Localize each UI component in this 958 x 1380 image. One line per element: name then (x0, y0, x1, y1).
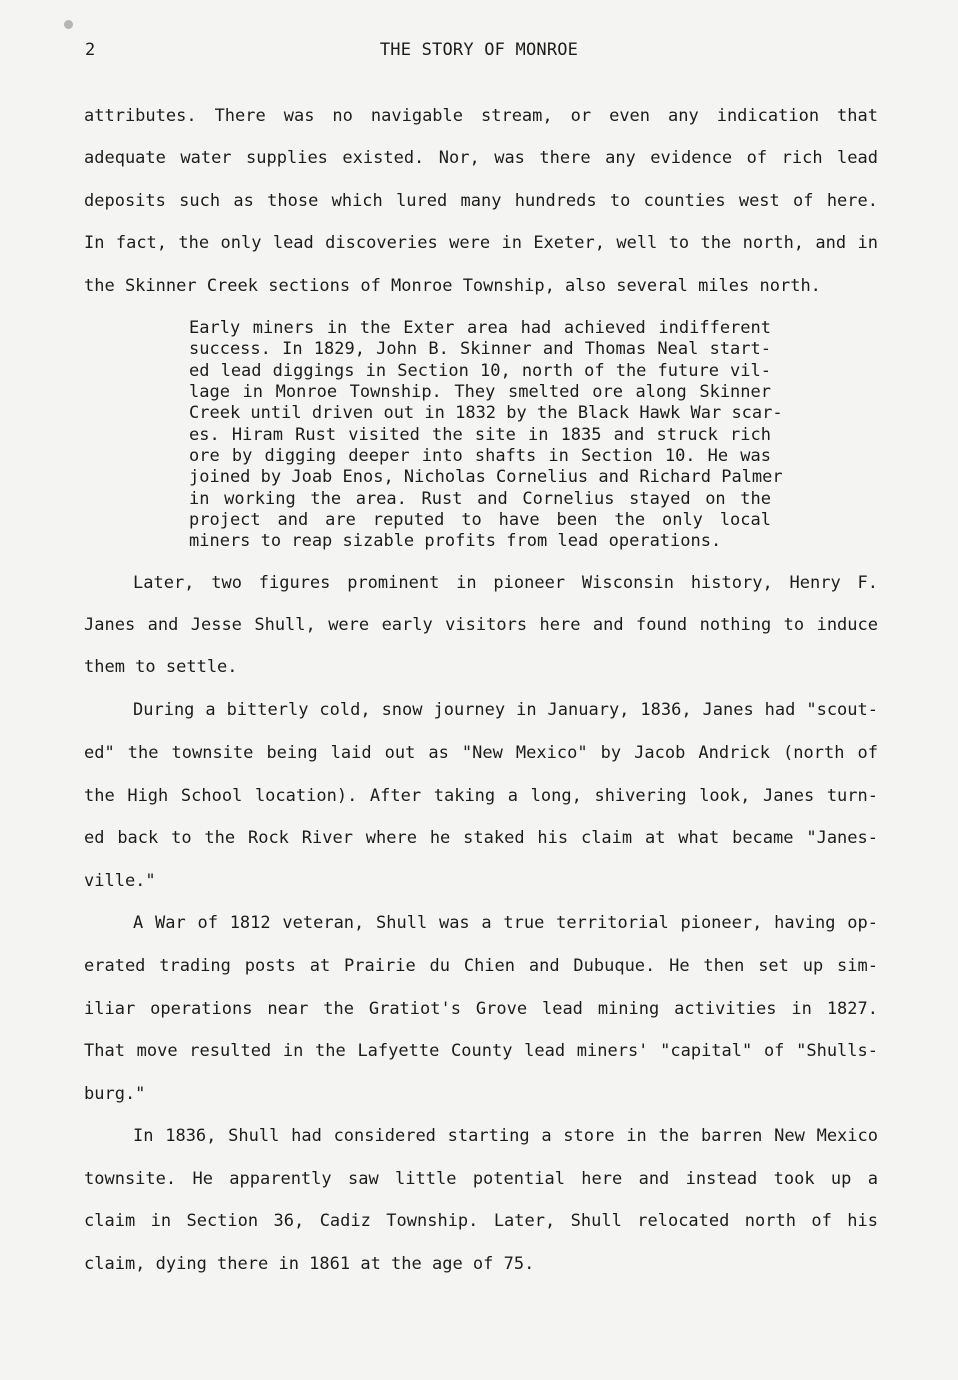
quote-line: joined by Joab Enos, Nicholas Cornelius and Richard Palmer (189, 467, 783, 487)
text-line: That move resulted in the Lafyette County lead miners' "capital" of "Shulls- (84, 1041, 878, 1061)
text-line: In fact, the only lead discoveries were in Exeter, well to the north, and in (84, 233, 878, 253)
text-line: A War of 1812 veteran, Shull was a true territorial pioneer, having op- (133, 913, 878, 933)
running-head: THE STORY OF MONROE (379, 40, 579, 60)
quote-line: in working the area. Rust and Cornelius stayed on the (189, 489, 771, 509)
page-number: 2 (85, 40, 96, 60)
text-line: Later, two figures prominent in pioneer Wisconsin history, Henry F. (133, 573, 878, 593)
quote-line: ore by digging deeper into shafts in Section 10. He was (189, 446, 771, 466)
quote-line: ed lead diggings in Section 10, north of the future vil- (189, 361, 771, 381)
text-line: attributes. There was no navigable stream, or even any indication that (84, 106, 878, 126)
quote-line: es. Hiram Rust visited the site in 1835 and struck rich (189, 425, 771, 445)
text-line: them to settle. (84, 657, 238, 677)
text-line: ed" the townsite being laid out as "New Mexico" by Jacob Andrick (north of (84, 743, 878, 763)
quote-line: lage in Monroe Township. They smelted ore along Skinner (189, 382, 771, 402)
ink-speck (64, 20, 73, 29)
text-line: burg." (84, 1084, 146, 1104)
text-line: the Skinner Creek sections of Monroe Township, also several miles north. (84, 276, 821, 296)
text-line: ville." (84, 871, 156, 891)
text-line: townsite. He apparently saw little potential here and instead took up a (84, 1169, 878, 1189)
text-line: the High School location). After taking a long, shivering look, Janes turn- (84, 786, 878, 806)
text-line: ed back to the Rock River where he staked his claim at what became "Janes- (84, 828, 878, 848)
text-line: During a bitterly cold, snow journey in January, 1836, Janes had "scout- (133, 700, 878, 720)
text-line: claim in Section 36, Cadiz Township. Later, Shull relocated north of his (84, 1211, 878, 1231)
quote-line: success. In 1829, John B. Skinner and Thomas Neal start- (189, 339, 771, 359)
text-line: erated trading posts at Prairie du Chien and Dubuque. He then set up sim- (84, 956, 878, 976)
quote-line: Early miners in the Exter area had achieved indifferent (189, 318, 771, 338)
text-line: claim, dying there in 1861 at the age of 75. (84, 1254, 535, 1274)
quote-line: Creek until driven out in 1832 by the Black Hawk War scar- (189, 403, 783, 423)
text-line: adequate water supplies existed. Nor, was there any evidence of rich lead (84, 148, 878, 168)
text-line: In 1836, Shull had considered starting a store in the barren New Mexico (133, 1126, 878, 1146)
quote-line: project and are reputed to have been the only local (189, 510, 771, 530)
quote-line: miners to reap sizable profits from lead operations. (189, 531, 722, 551)
text-line: Janes and Jesse Shull, were early visitors here and found nothing to induce (84, 615, 878, 635)
text-line: iliar operations near the Gratiot's Grove lead mining activities in 1827. (84, 999, 878, 1019)
text-line: deposits such as those which lured many hundreds to counties west of here. (84, 191, 878, 211)
